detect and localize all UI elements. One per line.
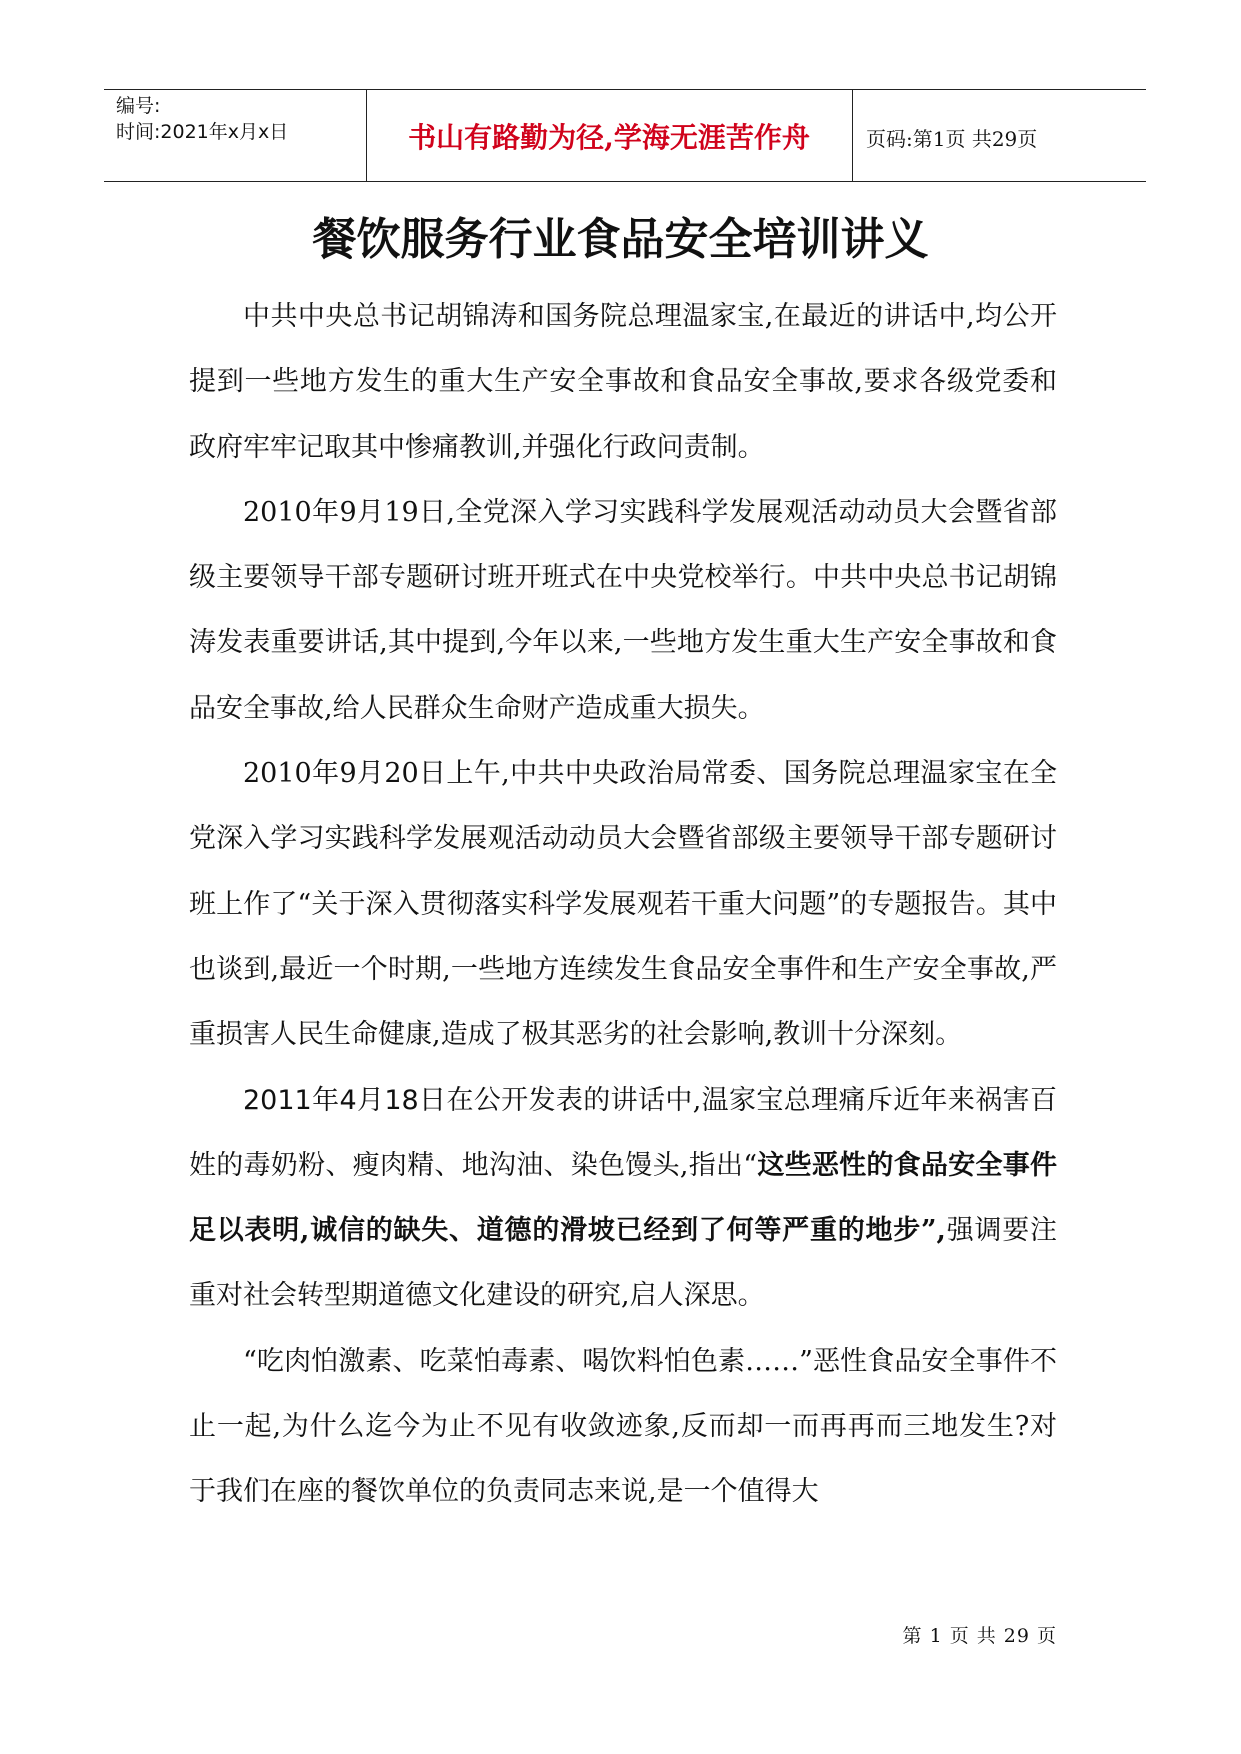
header-info-cell (104, 90, 367, 181)
paragraph-3: 2010年9月20日上午,中共中央政治局常委、国务院总理温家宝在全党深入学习实践科学发展观活动动员大会暨省部级主要领导干部专题研讨班上作了“关于深入贯彻落实科学发展观若干重大问题”的专题报告。其中也谈到,最近一个时期,一些地方连续发生食品安全事件和生产安全事故,严重损害人民生命健康,造成了极其恶劣的社会影响,教训十分深刻。 (189, 758, 1057, 1051)
header-motto: 书山有路勤为径,学海无涯苦作舟 (408, 121, 810, 154)
paragraph-4 (189, 1068, 1057, 1329)
paragraph-1: 中共中央总书记胡锦涛和国务院总理温家宝,在最近的讲话中,均公开提到一些地方发生的重大生产安全事故和食品安全事故,要求各级党委和政府牢牢记取其中惨痛教训,并强化行政问责制。 (189, 301, 1057, 463)
header-motto-cell (366, 90, 853, 181)
paragraph-4-tail: 强调要注重对社会转型期道德文化建设的研究,启人深思。 (189, 1215, 1057, 1312)
page-header (104, 89, 1146, 182)
header-page-info: 页码:第1页 共29页 (866, 127, 1038, 151)
document-time-label: 时间:2021年x月x日 (116, 121, 289, 143)
document-number-label: 编号: (116, 95, 161, 117)
header-page-cell (852, 90, 1146, 181)
paragraph-4-quote: 这些恶性的食品安全事件足以表明,诚信的缺失、道德的滑坡已经到了何等严重的地步”, (189, 1149, 1058, 1247)
paragraph-4-date: 2011年4月18日 (243, 1084, 447, 1116)
paragraph-2: 2010年9月19日,全党深入学习实践科学发展观活动动员大会暨省部级主要领导干部专题研讨班开班式在中央党校举行。中共中央总书记胡锦涛发表重要讲话,其中提到,今年以来,一些地方发生重大生产安全事故和食品安全事故,给人民群众生命财产造成重大损失。 (189, 496, 1057, 724)
footer-page-number: 第 1 页 共 29 页 (902, 1625, 1057, 1647)
document-body (189, 284, 1057, 1525)
paragraph-5: “吃肉怕激素、吃菜怕毒素、喝饮料怕色素……”恶性食品安全事件不止一起,为什么迄今为止不见有收敛迹象,反而却一而再再而三地发生?对于我们在座的餐饮单位的负责同志来说,是一个值得大 (189, 1345, 1057, 1508)
document-title: 餐饮服务行业食品安全培训讲义 (312, 214, 929, 265)
paragraph-4-lead: 在公开发表的讲话中,温家宝总理痛斥近年来祸害百姓的毒奶粉、瘦肉精、地沟油、染色馒头,指出“ (189, 1084, 1057, 1181)
